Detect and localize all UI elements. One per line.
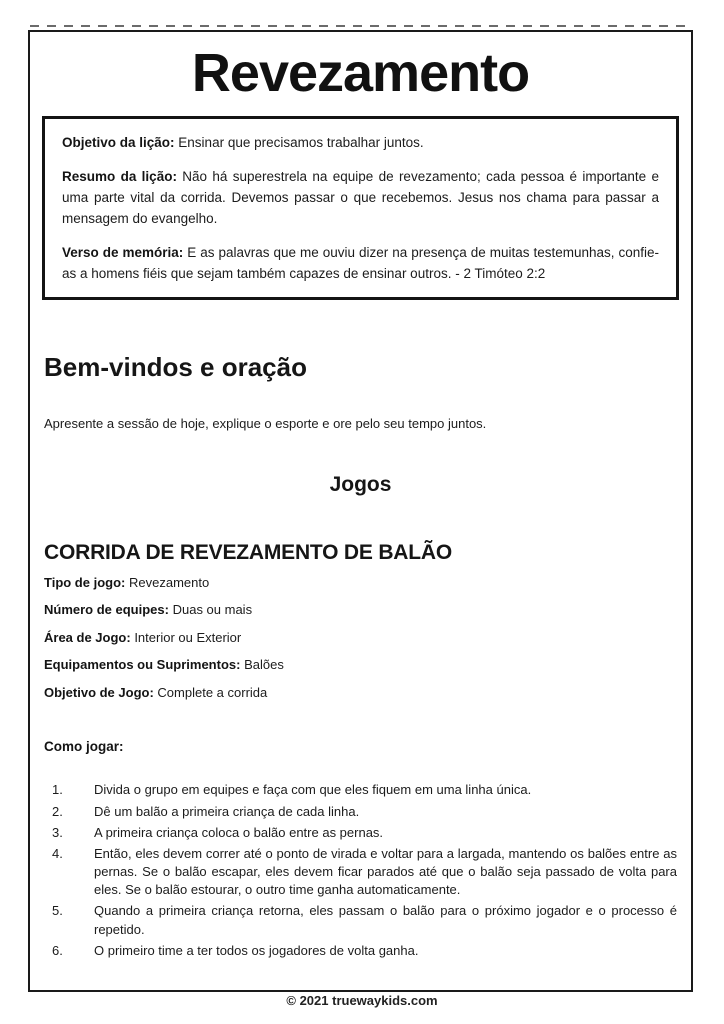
detail-play-area (44, 629, 677, 647)
detail-equipment (44, 656, 677, 674)
step-item (52, 803, 677, 821)
step-number: 4. (52, 845, 63, 861)
detail-game-type (44, 574, 677, 592)
lesson-summary-box (42, 116, 679, 300)
welcome-body: Apresente a sessão de hoje, explique o esporte e ore pelo seu tempo juntos. (44, 415, 487, 431)
step-text: A primeira criança coloca o balão entre as pernas. (94, 824, 384, 840)
step-item (52, 942, 677, 960)
step-text: Divida o grupo em equipes e faça com que eles fiquem em uma linha única. (94, 782, 532, 798)
step-number: 1. (52, 782, 63, 798)
step-item (52, 902, 677, 938)
objective-text: Ensinar que precisamos trabalhar juntos. (178, 135, 424, 151)
detail-value: Interior ou Exterior (134, 629, 242, 645)
detail-label: Número de equipes: (44, 602, 169, 618)
game-details (44, 574, 677, 702)
summary-label: Resumo da lição: (62, 169, 177, 185)
step-text: O primeiro time a ter todos os jogadores de volta ganha. (94, 942, 419, 958)
page-title: Revezamento (191, 43, 530, 103)
memory-verse-paragraph (62, 243, 659, 285)
objective-label: Objetivo da lição: (62, 135, 175, 151)
step-number: 3. (52, 824, 63, 840)
step-number: 2. (52, 803, 63, 819)
page-border (28, 30, 693, 992)
step-text: Então, eles devem correr até o ponto de virada e voltar para a largada, mantendo os balões entre as pernas. Se o balão escapar, eles devem ficar parados até que o balão seja passado de volta para eles. Se o balão estourar, o outro time ganha automaticamente. (94, 845, 677, 898)
detail-value: Balões (244, 657, 284, 673)
games-section-heading: Jogos (329, 472, 392, 496)
game-title: CORRIDA DE REVEZAMENTO DE BALÃO (44, 540, 452, 564)
footer-copyright: © 2021 truewaykids.com (286, 993, 438, 1008)
step-item (52, 824, 677, 842)
detail-value: Duas ou mais (172, 602, 253, 618)
detail-value: Revezamento (128, 574, 210, 590)
summary-text: Não há superestrela na equipe de revezamento; cada pessoa é importante e uma parte vital da corrida. Devemos passar o que recebemos. Jesus nos chama para passar a mensagem do evangelho. (62, 169, 660, 226)
how-to-play-label: Como jogar: (44, 739, 124, 755)
step-number: 6. (52, 942, 63, 958)
summary-paragraph (62, 167, 659, 230)
step-number: 5. (52, 903, 63, 919)
detail-label: Equipamentos ou Suprimentos: (44, 657, 241, 673)
step-item (52, 781, 677, 799)
step-text: Dê um balão a primeira criança de cada linha. (94, 803, 360, 819)
detail-label: Objetivo de Jogo: (44, 684, 154, 700)
detail-label: Tipo de jogo: (44, 574, 126, 590)
welcome-heading: Bem-vindos e oração (44, 351, 307, 382)
detail-team-count (44, 601, 677, 619)
detail-label: Área de Jogo: (44, 629, 131, 645)
step-text: Quando a primeira criança retorna, eles passam o balão para o próximo jogador e o processo é repetido. (94, 903, 677, 937)
how-to-play-steps (52, 781, 677, 960)
detail-value: Complete a corrida (157, 684, 268, 700)
detail-game-objective (44, 684, 677, 702)
memory-verse-text: E as palavras que me ouviu dizer na presença de muitas testemunhas, confie-as a homens fiéis que sejam também capazes de ensinar outros. - 2 Timóteo 2:2 (62, 244, 659, 281)
memory-verse-label: Verso de memória: (62, 244, 184, 260)
objective-paragraph (62, 133, 659, 154)
step-item (52, 845, 677, 900)
